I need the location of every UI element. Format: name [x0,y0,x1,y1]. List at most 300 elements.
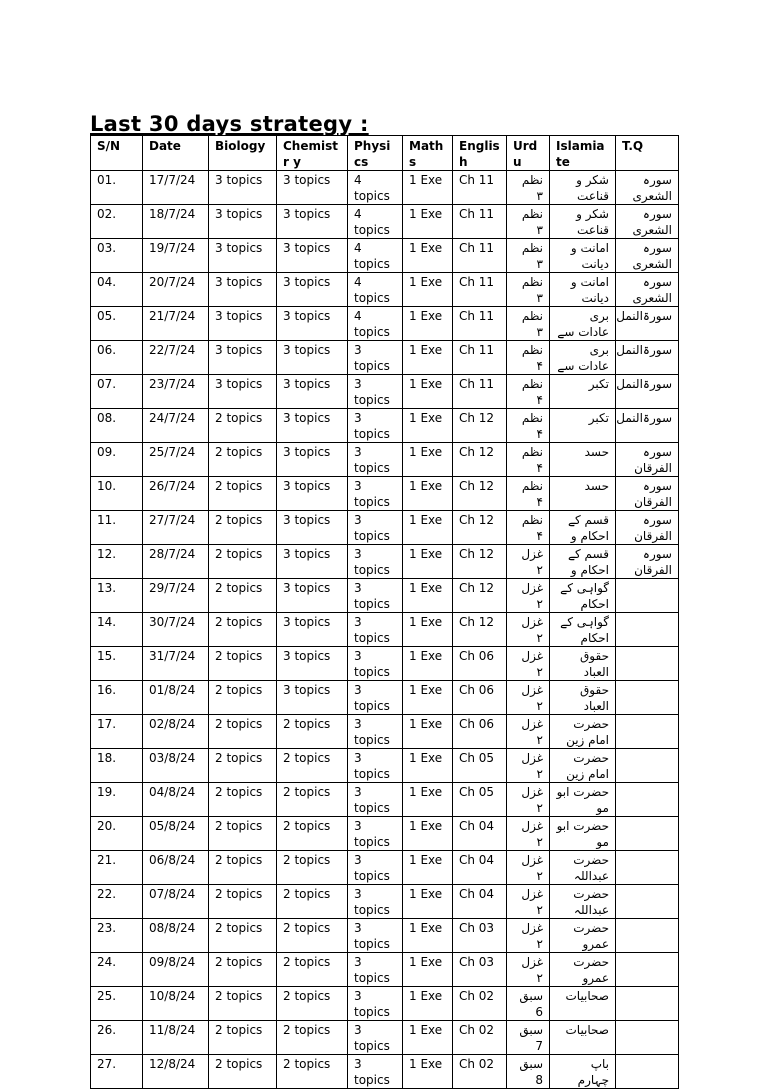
cell-physics: 3 topics [348,749,403,783]
header-date: Date [143,136,209,171]
cell-tq: سورہ الفرقان [616,511,679,545]
cell-chemistry: 2 topics [277,987,348,1021]
cell-english: Ch 12 [453,511,507,545]
cell-urdu: غزل ۲ [507,545,550,579]
cell-maths: 1 Exe [403,477,453,511]
cell-tq [616,715,679,749]
table-row [91,817,679,851]
cell-english: Ch 11 [453,239,507,273]
cell-maths: 1 Exe [403,409,453,443]
cell-tq [616,1055,679,1089]
cell-sn: 10. [91,477,143,511]
cell-english: Ch 04 [453,851,507,885]
cell-date: 31/7/24 [143,647,209,681]
cell-islamiat: حضرت عمرو [550,953,616,987]
cell-tq [616,1021,679,1055]
cell-islamiat: حضرت ابو مو [550,817,616,851]
table-row [91,477,679,511]
cell-tq: سورۃالنمل [616,375,679,409]
header-english: Englis h [453,136,507,171]
cell-sn: 06. [91,341,143,375]
table-row [91,341,679,375]
table-row [91,953,679,987]
cell-english: Ch 11 [453,171,507,205]
cell-sn: 09. [91,443,143,477]
cell-chemistry: 2 topics [277,953,348,987]
cell-biology: 2 topics [209,409,277,443]
cell-biology: 3 topics [209,375,277,409]
cell-maths: 1 Exe [403,545,453,579]
cell-chemistry: 3 topics [277,647,348,681]
cell-islamiat: گواہی کے احکام [550,613,616,647]
cell-urdu: نظم ۴ [507,477,550,511]
cell-english: Ch 11 [453,273,507,307]
cell-urdu: نظم ۴ [507,341,550,375]
cell-maths: 1 Exe [403,715,453,749]
cell-date: 29/7/24 [143,579,209,613]
cell-chemistry: 3 topics [277,341,348,375]
cell-date: 05/8/24 [143,817,209,851]
cell-sn: 21. [91,851,143,885]
cell-biology: 3 topics [209,307,277,341]
cell-urdu: غزل ۲ [507,817,550,851]
cell-physics: 3 topics [348,443,403,477]
cell-chemistry: 2 topics [277,749,348,783]
cell-chemistry: 2 topics [277,851,348,885]
cell-tq [616,953,679,987]
cell-biology: 2 topics [209,953,277,987]
cell-date: 25/7/24 [143,443,209,477]
cell-tq: سورہ الشعری [616,171,679,205]
cell-physics: 3 topics [348,579,403,613]
cell-islamiat: حضرت عمرو [550,919,616,953]
cell-physics: 3 topics [348,817,403,851]
cell-physics: 4 topics [348,171,403,205]
cell-biology: 2 topics [209,681,277,715]
cell-islamiat: صحابیات [550,987,616,1021]
cell-english: Ch 11 [453,375,507,409]
cell-date: 04/8/24 [143,783,209,817]
cell-urdu: غزل ۲ [507,953,550,987]
cell-english: Ch 04 [453,885,507,919]
cell-date: 18/7/24 [143,205,209,239]
table-row [91,273,679,307]
cell-date: 22/7/24 [143,341,209,375]
cell-sn: 03. [91,239,143,273]
cell-chemistry: 2 topics [277,1055,348,1089]
cell-physics: 4 topics [348,239,403,273]
cell-physics: 3 topics [348,375,403,409]
cell-urdu: غزل ۲ [507,613,550,647]
cell-chemistry: 3 topics [277,579,348,613]
cell-physics: 3 topics [348,511,403,545]
cell-sn: 25. [91,987,143,1021]
cell-maths: 1 Exe [403,885,453,919]
cell-sn: 26. [91,1021,143,1055]
cell-biology: 2 topics [209,1055,277,1089]
cell-biology: 3 topics [209,239,277,273]
cell-biology: 3 topics [209,273,277,307]
cell-date: 26/7/24 [143,477,209,511]
cell-islamiat: قسم کے احکام و [550,511,616,545]
cell-chemistry: 3 topics [277,681,348,715]
cell-biology: 2 topics [209,783,277,817]
cell-urdu: سبق 7 [507,1021,550,1055]
cell-tq: سورۃالنمل [616,341,679,375]
cell-english: Ch 12 [453,443,507,477]
table-body [91,171,679,1089]
cell-english: Ch 02 [453,987,507,1021]
cell-physics: 3 topics [348,987,403,1021]
table-row [91,239,679,273]
cell-sn: 18. [91,749,143,783]
cell-date: 24/7/24 [143,409,209,443]
cell-physics: 4 topics [348,205,403,239]
cell-sn: 17. [91,715,143,749]
cell-maths: 1 Exe [403,1021,453,1055]
cell-maths: 1 Exe [403,341,453,375]
header-tq: T.Q [616,136,679,171]
table-row [91,919,679,953]
cell-biology: 3 topics [209,171,277,205]
cell-tq: سورۃالنمل [616,307,679,341]
cell-physics: 3 topics [348,681,403,715]
cell-english: Ch 06 [453,681,507,715]
table-row [91,171,679,205]
cell-physics: 4 topics [348,273,403,307]
cell-sn: 02. [91,205,143,239]
cell-physics: 3 topics [348,545,403,579]
cell-sn: 16. [91,681,143,715]
cell-maths: 1 Exe [403,783,453,817]
cell-chemistry: 3 topics [277,307,348,341]
cell-date: 01/8/24 [143,681,209,715]
cell-islamiat: بری عادات سے [550,307,616,341]
cell-sn: 22. [91,885,143,919]
cell-sn: 15. [91,647,143,681]
cell-date: 23/7/24 [143,375,209,409]
cell-biology: 2 topics [209,443,277,477]
cell-islamiat: حضرت امام زین [550,715,616,749]
cell-islamiat: گواہی کے احکام [550,579,616,613]
cell-sn: 05. [91,307,143,341]
cell-urdu: نظم ۳ [507,239,550,273]
cell-maths: 1 Exe [403,1055,453,1089]
cell-physics: 3 topics [348,647,403,681]
cell-maths: 1 Exe [403,919,453,953]
cell-tq [616,579,679,613]
cell-tq [616,987,679,1021]
table-row [91,681,679,715]
cell-biology: 2 topics [209,919,277,953]
cell-tq: سورہ الشعری [616,205,679,239]
cell-maths: 1 Exe [403,987,453,1021]
table-row [91,443,679,477]
cell-physics: 3 topics [348,953,403,987]
cell-sn: 13. [91,579,143,613]
cell-date: 11/8/24 [143,1021,209,1055]
cell-urdu: سبق 6 [507,987,550,1021]
cell-tq [616,851,679,885]
cell-tq [616,919,679,953]
cell-sn: 27. [91,1055,143,1089]
cell-date: 07/8/24 [143,885,209,919]
header-physics: Physics [348,136,403,171]
cell-islamiat: حسد [550,443,616,477]
cell-islamiat: بری عادات سے [550,341,616,375]
cell-physics: 3 topics [348,613,403,647]
cell-english: Ch 12 [453,409,507,443]
table-row [91,1021,679,1055]
cell-physics: 4 topics [348,307,403,341]
table-row [91,579,679,613]
cell-maths: 1 Exe [403,851,453,885]
cell-chemistry: 2 topics [277,919,348,953]
cell-physics: 3 topics [348,851,403,885]
cell-urdu: نظم ۳ [507,273,550,307]
cell-chemistry: 2 topics [277,885,348,919]
cell-biology: 2 topics [209,987,277,1021]
cell-date: 03/8/24 [143,749,209,783]
cell-sn: 01. [91,171,143,205]
cell-sn: 12. [91,545,143,579]
cell-english: Ch 11 [453,205,507,239]
cell-islamiat: حضرت امام زین [550,749,616,783]
cell-islamiat: حضرت ابو مو [550,783,616,817]
table-row [91,851,679,885]
cell-chemistry: 2 topics [277,715,348,749]
header-biology: Biology [209,136,277,171]
cell-islamiat: صحابیات [550,1021,616,1055]
cell-tq: سورہ الشعری [616,273,679,307]
cell-english: Ch 11 [453,341,507,375]
cell-biology: 2 topics [209,545,277,579]
cell-date: 19/7/24 [143,239,209,273]
table-row [91,613,679,647]
cell-urdu: نظم ۳ [507,171,550,205]
table-row [91,409,679,443]
cell-biology: 2 topics [209,647,277,681]
cell-maths: 1 Exe [403,647,453,681]
cell-urdu: غزل ۲ [507,647,550,681]
cell-date: 28/7/24 [143,545,209,579]
cell-biology: 2 topics [209,477,277,511]
header-islamiat: Islamiate [550,136,616,171]
cell-urdu: غزل ۲ [507,681,550,715]
cell-tq: سورۃالنمل [616,409,679,443]
cell-islamiat: قسم کے احکام و [550,545,616,579]
cell-english: Ch 05 [453,783,507,817]
cell-maths: 1 Exe [403,307,453,341]
cell-tq: سورہ الشعری [616,239,679,273]
cell-urdu: غزل ۲ [507,885,550,919]
cell-maths: 1 Exe [403,171,453,205]
cell-maths: 1 Exe [403,511,453,545]
cell-physics: 3 topics [348,341,403,375]
header-sn: S/N [91,136,143,171]
header-row [91,136,679,171]
cell-maths: 1 Exe [403,953,453,987]
table-row [91,307,679,341]
cell-tq [616,817,679,851]
strategy-table [90,135,679,1089]
cell-biology: 2 topics [209,579,277,613]
cell-urdu: غزل ۲ [507,579,550,613]
cell-date: 09/8/24 [143,953,209,987]
table-row [91,545,679,579]
cell-english: Ch 11 [453,307,507,341]
cell-biology: 2 topics [209,817,277,851]
cell-date: 10/8/24 [143,987,209,1021]
cell-sn: 24. [91,953,143,987]
cell-islamiat: شکر و قناعت [550,205,616,239]
cell-urdu: نظم ۴ [507,511,550,545]
cell-physics: 3 topics [348,919,403,953]
table-row [91,749,679,783]
cell-urdu: نظم ۳ [507,205,550,239]
cell-biology: 3 topics [209,205,277,239]
cell-maths: 1 Exe [403,681,453,715]
cell-date: 02/8/24 [143,715,209,749]
cell-english: Ch 03 [453,919,507,953]
header-urdu: Urdu [507,136,550,171]
cell-biology: 2 topics [209,511,277,545]
cell-islamiat: تکبر [550,375,616,409]
cell-physics: 3 topics [348,715,403,749]
cell-sn: 20. [91,817,143,851]
cell-tq [616,749,679,783]
cell-chemistry: 2 topics [277,1021,348,1055]
cell-chemistry: 3 topics [277,375,348,409]
cell-date: 12/8/24 [143,1055,209,1089]
cell-urdu: نظم ۳ [507,307,550,341]
table-row [91,885,679,919]
cell-islamiat: امانت و دیانت [550,273,616,307]
cell-maths: 1 Exe [403,273,453,307]
table-row [91,783,679,817]
cell-chemistry: 3 topics [277,545,348,579]
cell-sn: 08. [91,409,143,443]
cell-sn: 19. [91,783,143,817]
cell-date: 27/7/24 [143,511,209,545]
cell-sn: 11. [91,511,143,545]
cell-islamiat: حسد [550,477,616,511]
cell-date: 08/8/24 [143,919,209,953]
cell-islamiat: حضرت عبداللہ [550,885,616,919]
cell-date: 06/8/24 [143,851,209,885]
cell-english: Ch 12 [453,613,507,647]
cell-sn: 04. [91,273,143,307]
cell-biology: 3 topics [209,341,277,375]
cell-urdu: نظم ۴ [507,375,550,409]
cell-maths: 1 Exe [403,375,453,409]
cell-islamiat: باپ چہارم [550,1055,616,1089]
page-title: Last 30 days strategy : [90,112,369,136]
table-row [91,715,679,749]
cell-urdu: نظم ۴ [507,443,550,477]
cell-english: Ch 04 [453,817,507,851]
cell-maths: 1 Exe [403,749,453,783]
cell-sn: 14. [91,613,143,647]
cell-maths: 1 Exe [403,239,453,273]
cell-date: 21/7/24 [143,307,209,341]
cell-chemistry: 3 topics [277,409,348,443]
cell-physics: 3 topics [348,1055,403,1089]
cell-tq: سورہ الفرقان [616,443,679,477]
table-row [91,1055,679,1089]
cell-biology: 2 topics [209,885,277,919]
cell-date: 30/7/24 [143,613,209,647]
cell-maths: 1 Exe [403,443,453,477]
cell-sn: 07. [91,375,143,409]
cell-physics: 3 topics [348,409,403,443]
table-row [91,375,679,409]
cell-chemistry: 3 topics [277,477,348,511]
cell-english: Ch 06 [453,715,507,749]
header-maths: Maths [403,136,453,171]
cell-biology: 2 topics [209,851,277,885]
cell-english: Ch 12 [453,545,507,579]
cell-biology: 2 topics [209,749,277,783]
cell-tq: سورہ الفرقان [616,477,679,511]
cell-english: Ch 06 [453,647,507,681]
cell-date: 17/7/24 [143,171,209,205]
cell-maths: 1 Exe [403,817,453,851]
cell-urdu: نظم ۴ [507,409,550,443]
cell-english: Ch 02 [453,1021,507,1055]
cell-maths: 1 Exe [403,613,453,647]
cell-biology: 2 topics [209,613,277,647]
cell-tq [616,783,679,817]
cell-urdu: غزل ۲ [507,783,550,817]
cell-islamiat: امانت و دیانت [550,239,616,273]
cell-english: Ch 12 [453,579,507,613]
table-row [91,205,679,239]
cell-physics: 3 topics [348,783,403,817]
cell-physics: 3 topics [348,1021,403,1055]
cell-chemistry: 3 topics [277,171,348,205]
cell-maths: 1 Exe [403,205,453,239]
table-row [91,511,679,545]
cell-tq [616,885,679,919]
cell-urdu: غزل ۲ [507,919,550,953]
cell-urdu: غزل ۲ [507,749,550,783]
cell-islamiat: شکر و قناعت [550,171,616,205]
table-row [91,987,679,1021]
cell-urdu: غزل ۲ [507,851,550,885]
cell-biology: 2 topics [209,715,277,749]
cell-chemistry: 3 topics [277,511,348,545]
header-chemistry: Chemistr y [277,136,348,171]
cell-english: Ch 02 [453,1055,507,1089]
cell-chemistry: 3 topics [277,205,348,239]
cell-tq [616,613,679,647]
cell-islamiat: حقوق العباد [550,681,616,715]
cell-english: Ch 12 [453,477,507,511]
cell-chemistry: 3 topics [277,239,348,273]
cell-islamiat: تکبر [550,409,616,443]
cell-tq [616,647,679,681]
cell-biology: 2 topics [209,1021,277,1055]
cell-tq [616,681,679,715]
cell-date: 20/7/24 [143,273,209,307]
cell-physics: 3 topics [348,477,403,511]
cell-maths: 1 Exe [403,579,453,613]
cell-chemistry: 2 topics [277,817,348,851]
cell-chemistry: 2 topics [277,783,348,817]
cell-tq: سورہ الفرقان [616,545,679,579]
table-row [91,647,679,681]
